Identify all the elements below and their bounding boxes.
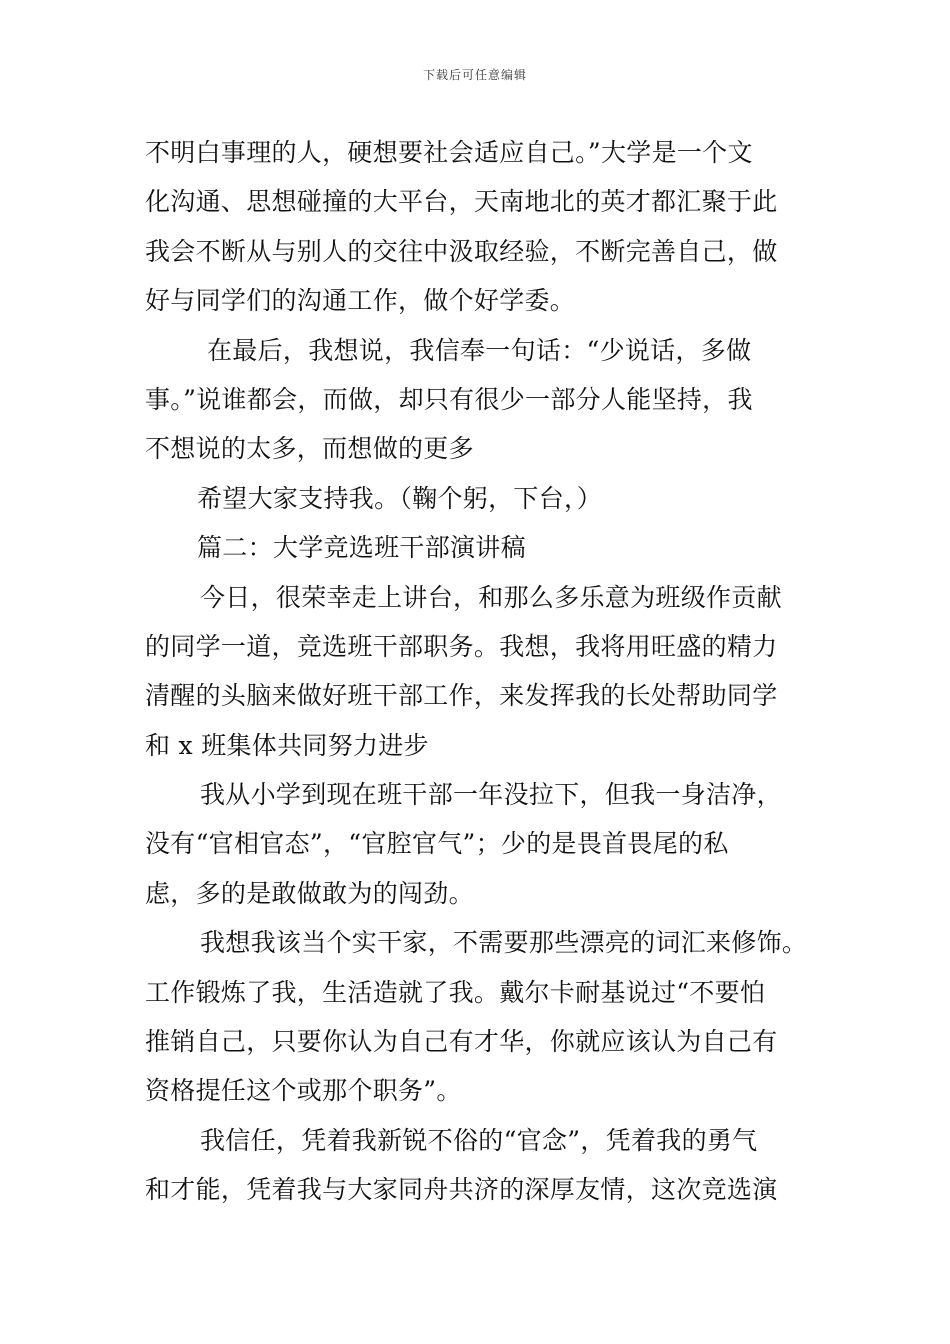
page-header: 下载后可任意编辑 bbox=[422, 68, 527, 82]
text-line: 我会不断从与别人的交往中汲取经验，不断完善自己，做 bbox=[145, 236, 778, 266]
text-line: 在最后，我想说，我信奉一句话：“少说话，多做 bbox=[207, 335, 752, 365]
document-body bbox=[145, 128, 825, 1215]
text-line: 推销自己，只要你认为自己有才华，你就应该认为自己有 bbox=[145, 1027, 778, 1057]
section-heading: 篇二：大学竞选班干部演讲稿 bbox=[197, 533, 526, 563]
text-line: 我信任，凭着我新锐不俗的“官念”，凭着我的勇气 bbox=[200, 1125, 758, 1155]
text-line: 好与同学们的沟通工作，做个好学委。 bbox=[145, 286, 576, 316]
text-line: 今日，很荣幸走上讲台，和那么多乐意为班级作贡献 bbox=[200, 582, 782, 612]
text-line: 的同学一道，竞选班干部职务。我想，我将用旺盛的精力 bbox=[145, 631, 778, 661]
text-line: 资格提任这个或那个职务”。 bbox=[145, 1076, 462, 1106]
text-line: 不明白事理的人，硬想要社会适应自己。”大学是一个文 bbox=[145, 138, 753, 167]
text-line: 没有“官相官态”，“官腔官气”；少的是畏首畏尾的私 bbox=[145, 829, 729, 859]
text-line: 不想说的太多，而想做的更多 bbox=[145, 434, 474, 464]
text-line: 化沟通、思想碰撞的大平台，天南地北的英才都汇聚于此 bbox=[145, 187, 778, 217]
text-line: 和 x 班集体共同努力进步 bbox=[145, 730, 429, 760]
text-line: 我从小学到现在班干部一年没拉下，但我一身洁净， bbox=[200, 780, 782, 810]
text-line: 清醒的头脑来做好班干部工作，来发挥我的长处帮助同学 bbox=[145, 681, 778, 711]
text-line: 和才能，凭着我与大家同舟共济的深厚友情，这次竞选演 bbox=[145, 1175, 778, 1205]
text-line: 事。”说谁都会，而做，却只有很少一部分人能坚持，我 bbox=[145, 384, 753, 414]
text-line: 工作锻炼了我，生活造就了我。戴尔卡耐基说过“不要怕 bbox=[145, 977, 766, 1007]
text-line: 我想我该当个实干家，不需要那些漂亮的词汇来修饰。 bbox=[200, 928, 808, 958]
text-line: 希望大家支持我。（鞠个躬，下台，） bbox=[197, 483, 603, 513]
text-line: 虑，多的是敢做敢为的闯劲。 bbox=[145, 878, 474, 908]
